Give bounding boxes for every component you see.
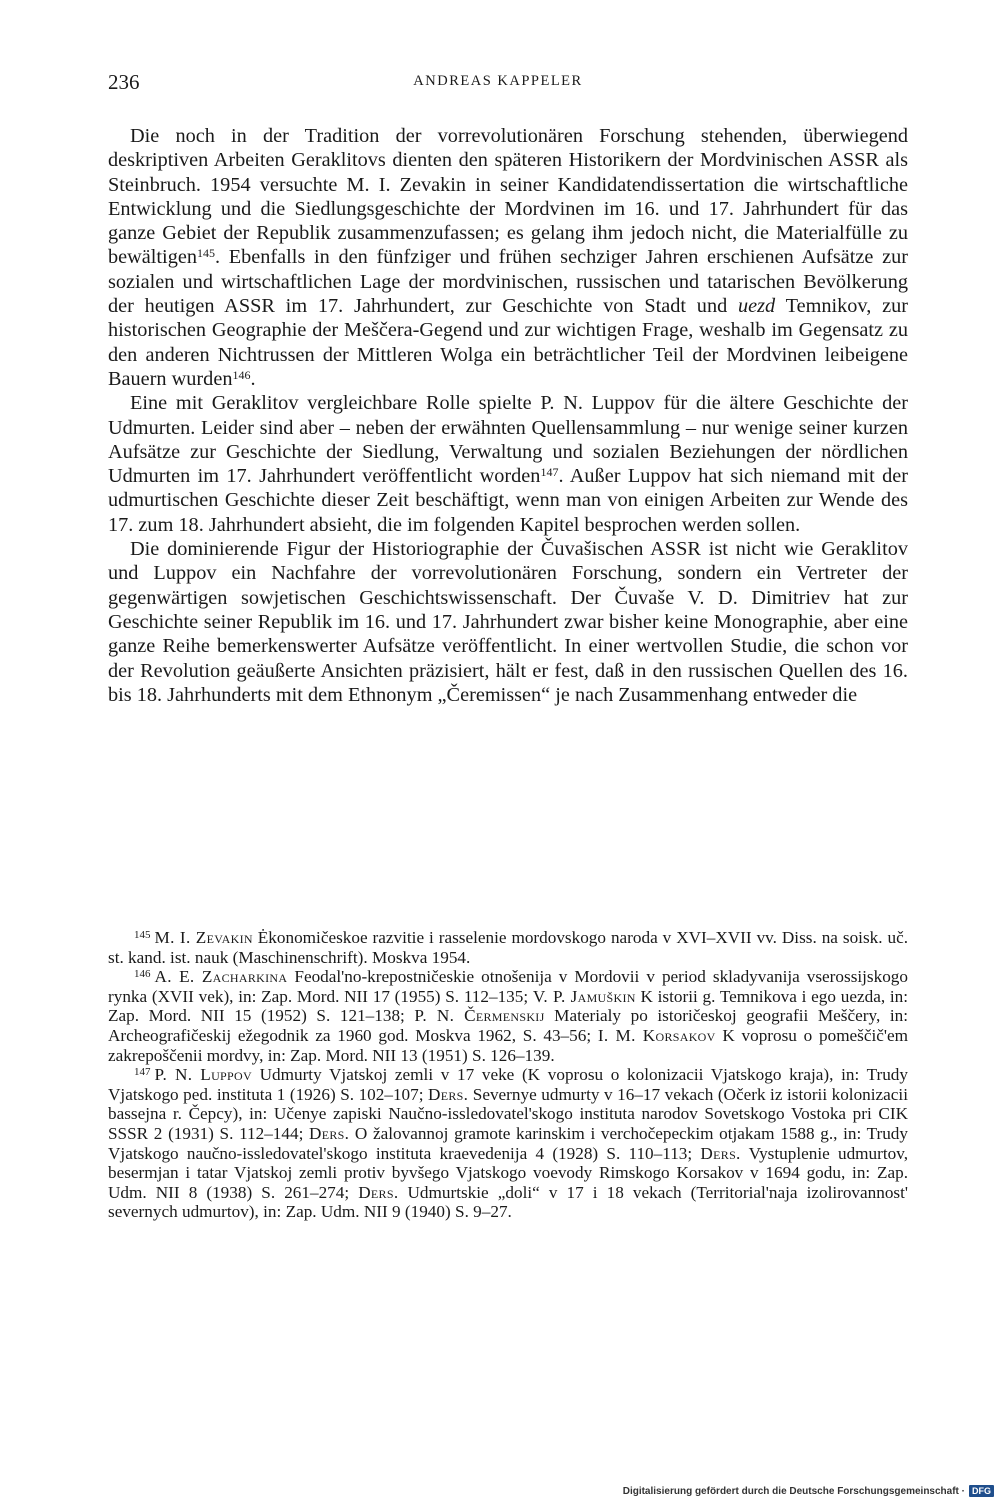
page-number: 236: [108, 70, 140, 94]
footnote-number: 147: [134, 1066, 151, 1079]
page-header: [108, 70, 888, 100]
paragraph: Eine mit Geraklitov vergleichbare Rolle spielte P. N. Luppov für die ältere Geschichte der Udmurten. Leider sind aber – neben der erwähnten Quellensammlung – nur wenige seiner kurzen Aufsätze zur Geschichte der Siedlung, Verwaltung und sozialen Beziehungen der nördlichen Udmurten im 17. Jahrhundert veröffentlicht worden$^{147}$. Außer Luppov hat sich niemand mit der udmurtischen Geschichte dieser Zeit beschäftigt, wenn man von einigen Arbeiten zur Wende des 17. zum 18. Jahrhundert absieht, die im folgenden Kapitel besprochen werden sollen.: [108, 392, 908, 536]
body-text: [108, 124, 908, 707]
footnote-number: 145: [134, 929, 151, 941]
dfg-logo-icon: DFG: [969, 1485, 994, 1497]
footnotes: [108, 928, 908, 1222]
paragraph: Die noch in der Tradition der vorrevolutionären Forschung stehenden, überwiegend deskriptiven Arbeiten Geraklitovs dienten den späteren Historikern der Mordvinischen ASSR als Steinbruch. 1954 versuchte M. I. Zevakin in seiner Kandidatendissertation die wirtschaftliche Entwicklung und die Siedlungsgeschichte der Mordvinen im 16. und 17. Jahrhundert für das ganze Gebiet der Republik zusammenzufassen; es gelang ihm jedoch nicht, die Materialfülle zu bewältigen$^{145}$. Ebenfalls in den fünfziger und frühen sechziger Jahren erschienen Aufsätze zur sozialen und wirtschaftlichen Lage der mordvinischen, russischen und tatarischen Bevölkerung der heutigen ASSR im 17. Jahrhundert, zur Geschichte von Stadt und uezd Temnikov, zur historischen Geographie der Meščera-Gegend und zur wichtigen Frage, weshalb im Gegensatz zu den anderen Nichtrussen der Mittleren Wolga ein beträchtlicher Teil der Mordvinen leibeigene Bauern wurden$^{146}$.: [108, 125, 908, 390]
paragraph: Die dominierende Figur der Historiographie der Čuvašischen ASSR ist nicht wie Geraklitov und Luppov ein Nachfahre der vorrevolutionären Forschung, sondern ein Vertreter der gegenwärtigen sowjetischen Geschichtswissenschaft. Der Čuvaše V. D. Dimitriev hat zur Geschichte seiner Republik im 16. und 17. Jahrhundert zwar bisher keine Monographie, aber eine ganze Reihe bemerkenswerter Aufsätze veröffentlicht. In einer wertvollen Studie, die schon vor der Revolution geäußerte Ansichten präzisiert, hält er fest, daß in den russischen Quellen des 16. bis 18. Jahrhunderts mit dem Ethnonym „Čeremissen“ je nach Zusammenhang entweder die: [108, 538, 908, 706]
dfg-funding-banner: [623, 1484, 994, 1498]
footnote: $^{146}$ A. E. Zacharkina Feodal'no-krepostničeskie otnošenija v Mordovii v period skladyvanija vserossijskogo rynka (XVII vek), in: Zap. Mord. NII 17 (1955) S. 112–135; V. P. Jamuškin K istorii g. Temnikova i ego uezda, in: Zap. Mord. NII 15 (1952) S. 121–138; P. N. Čermenskij Materialy po istoričeskoj geografii Meščery, in: Archeografičeskij ežegodnik za 1960 god. Moskva 1962, S. 43–56; I. M. Korsakov K voprosu o pomeščič'em zakrepoščenii mordvy, in: Zap. Mord. NII 13 (1951) S. 126–139.: [108, 967, 909, 1065]
footnote-ref[interactable]: 146: [232, 367, 251, 382]
footnote-ref[interactable]: 147: [540, 465, 559, 480]
funding-text: Digitalisierung gefördert durch die Deutsche Forschungsgemeinschaft ·: [622, 1485, 965, 1497]
footnote-number: 146: [134, 968, 151, 981]
running-head: ANDREAS KAPPELER: [413, 73, 583, 89]
footnote: $^{145}$ M. I. Zevakin Ėkonomičeskoe razvitie i rasselenie mordovskogo naroda v XVI–XVII vv. Diss. na soisk. uč. st. kand. ist. nauk (Maschinenschrift). Moskva 1954.: [108, 928, 908, 967]
footnote-ref[interactable]: 145: [196, 246, 215, 261]
footnote: $^{147}$ P. N. Luppov Udmurty Vjatskoj zemli v 17 veke (K voprosu o kolonizacii Vjatskogo kraja), in: Trudy Vjatskogo ped. instituta 1 (1926) S. 102–107; Ders. Severnye udmurty v 16–17 vekach (Očerk iz istorii kolonizacii bassejna r. Čepcy), in: Učenye zapiski Naučno-issledovatel'skogo instituta narodov Sovetskogo Vostoka pri CIK SSSR 2 (1931) S. 112–144; Ders. O žalovannoj gramote karinskim i verchočepeckim otjakam 1588 g., in: Trudy Vjatskogo naučno-issledovatel'skogo instituta kraevedenija 4 (1928) S. 110–113; Ders. Vystuplenie udmurtov, besermjan i tatar Vjatskoj zemli protiv byvšego Vjatskogo voevody Rimskogo Korsakov v 1694 godu, in: Zap. Udm. NII 8 (1938) S. 261–274; Ders. Udmurtskie „doli“ v 17 i 18 vekach (Territorial'naja izolirovannost' severnych udmurtov), in: Zap. Udm. NII 9 (1940) S. 9–27.: [108, 1065, 908, 1222]
